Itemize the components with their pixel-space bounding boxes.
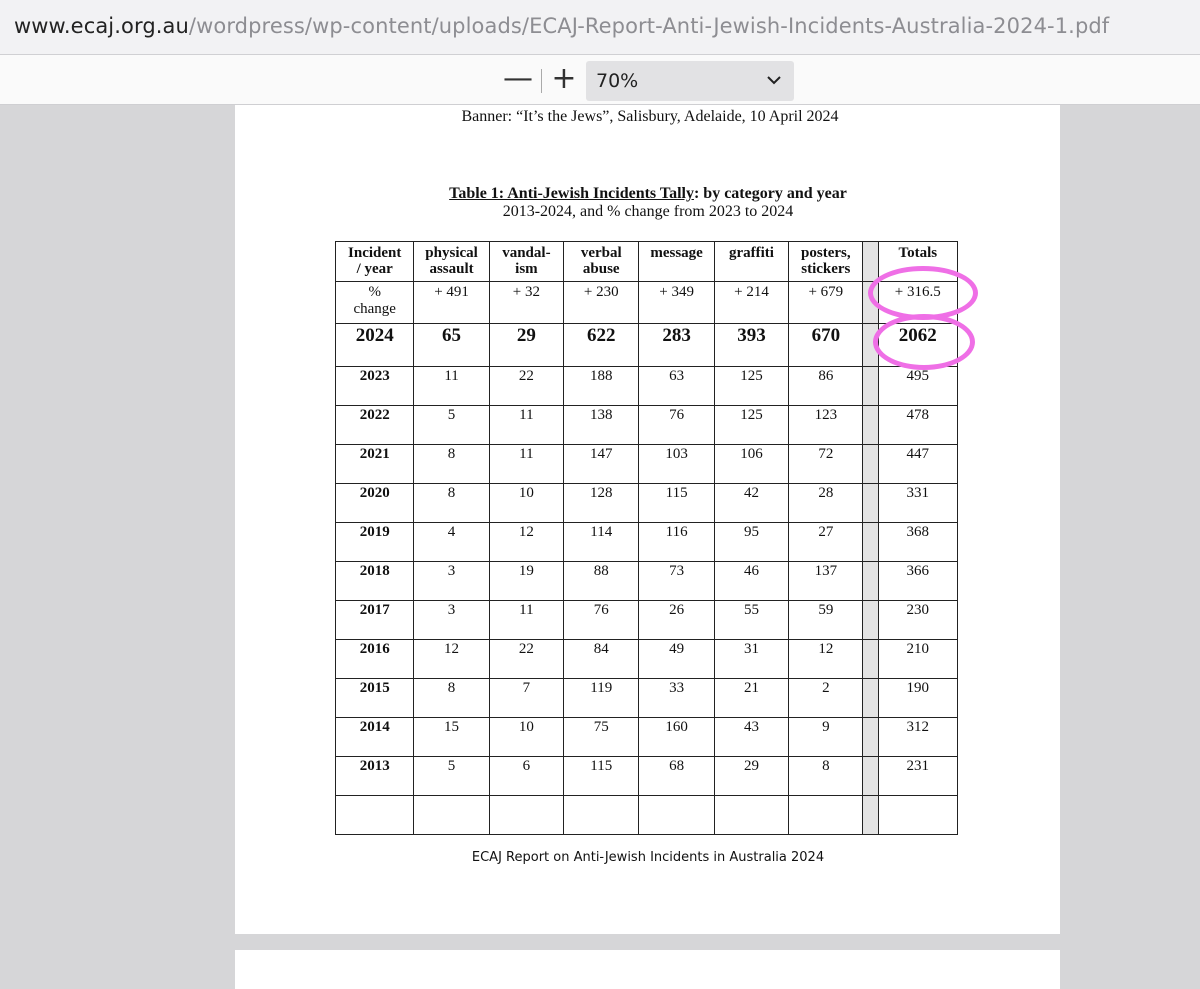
table-cell: 670 (789, 324, 863, 367)
gap-cell (863, 282, 878, 324)
zoom-out-button[interactable]: — (503, 61, 533, 96)
table-cell: 4 (414, 523, 489, 562)
gap-cell (863, 640, 878, 679)
table-cell: 115 (639, 484, 714, 523)
table-cell: 137 (789, 562, 863, 601)
table-cell: 103 (639, 445, 714, 484)
table-cell: 5 (414, 757, 489, 796)
total-2024-cell: 2062 (878, 324, 957, 367)
table-cell: 123 (789, 406, 863, 445)
table-cell: 210 (878, 640, 957, 679)
table-cell: 283 (639, 324, 714, 367)
url-host: www.ecaj.org.au (14, 14, 189, 38)
table-cell: 368 (878, 523, 957, 562)
table-cell: 11 (414, 367, 489, 406)
table-cell: 65 (414, 324, 489, 367)
table-cell: 2013 (336, 757, 414, 796)
table-cell: 12 (414, 640, 489, 679)
table-title: Table 1: Anti-Jewish Incidents Tally (449, 185, 694, 202)
table-cell (714, 796, 788, 835)
table-cell: 73 (639, 562, 714, 601)
url-text[interactable] (14, 14, 1109, 38)
table-cell: 128 (564, 484, 639, 523)
table-cell: 59 (789, 601, 863, 640)
table-cell: 15 (414, 718, 489, 757)
table-cell: 312 (878, 718, 957, 757)
table-cell: 2023 (336, 367, 414, 406)
table-cell: 3 (414, 562, 489, 601)
table-cell: 76 (639, 406, 714, 445)
chevron-down-icon (766, 73, 782, 87)
table-cell: 393 (714, 324, 788, 367)
table-cell: 46 (714, 562, 788, 601)
table-cell: 119 (564, 679, 639, 718)
header-row (336, 242, 958, 282)
table-cell: 2 (789, 679, 863, 718)
header-message: message (639, 242, 714, 282)
table-cell: 138 (564, 406, 639, 445)
table-cell: 478 (878, 406, 957, 445)
table-cell: 2019 (336, 523, 414, 562)
table-cell: 231 (878, 757, 957, 796)
table-cell: 75 (564, 718, 639, 757)
header-vandalism: vandal- ism (489, 242, 563, 282)
table-cell: 366 (878, 562, 957, 601)
table-cell: 88 (564, 562, 639, 601)
table-cell: 8 (414, 445, 489, 484)
table-cell: + 32 (489, 282, 563, 324)
table-cell: 115 (564, 757, 639, 796)
table-title-rest: : by category and year (693, 185, 847, 202)
pct-label: % change (336, 282, 414, 324)
header-physical-assault: physical assault (414, 242, 489, 282)
table-cell: 26 (639, 601, 714, 640)
table-cell: + 349 (639, 282, 714, 324)
table-cell: + 214 (714, 282, 788, 324)
gap-cell (863, 484, 878, 523)
table-cell: 5 (414, 406, 489, 445)
table-cell: 116 (639, 523, 714, 562)
table-cell: 28 (789, 484, 863, 523)
table-cell: 188 (564, 367, 639, 406)
table-cell: 331 (878, 484, 957, 523)
table-cell: 6 (489, 757, 563, 796)
table-cell: 19 (489, 562, 563, 601)
table-cell: 2020 (336, 484, 414, 523)
table-row (336, 796, 958, 835)
gap-cell (863, 679, 878, 718)
table-row (336, 679, 958, 718)
table-cell: 27 (789, 523, 863, 562)
table-cell: 63 (639, 367, 714, 406)
url-path: /wordpress/wp-content/uploads/ECAJ-Report-Anti-Jewish-Incidents-Australia-2024-1.pdf (188, 14, 1110, 38)
gap-cell (863, 523, 878, 562)
table-cell: 2017 (336, 601, 414, 640)
table-cell: 2021 (336, 445, 414, 484)
table-cell: 42 (714, 484, 788, 523)
table-cell: 8 (414, 679, 489, 718)
table-cell: 2014 (336, 718, 414, 757)
table-cell: 31 (714, 640, 788, 679)
table-cell (564, 796, 639, 835)
incidents-table (335, 241, 958, 835)
table-cell: 622 (564, 324, 639, 367)
table-cell: 21 (714, 679, 788, 718)
table-cell: 68 (639, 757, 714, 796)
table-cell: 84 (564, 640, 639, 679)
table-row (336, 324, 958, 367)
table-row (336, 718, 958, 757)
gap-cell (863, 445, 878, 484)
table-cell: 8 (414, 484, 489, 523)
table-cell: 12 (789, 640, 863, 679)
table-cell: 12 (489, 523, 563, 562)
table-cell (639, 796, 714, 835)
address-bar[interactable] (0, 0, 1200, 55)
table-cell: 55 (714, 601, 788, 640)
table-cell (789, 796, 863, 835)
table-cell: + 491 (414, 282, 489, 324)
page-footer: ECAJ Report on Anti-Jewish Incidents in Australia 2024 (471, 850, 825, 865)
zoom-level-select[interactable] (586, 61, 794, 101)
table-cell: 2015 (336, 679, 414, 718)
table-row (336, 601, 958, 640)
pdf-toolbar (0, 55, 1200, 105)
header-incident: Incident / year (336, 242, 414, 282)
table-row (336, 523, 958, 562)
zoom-in-button[interactable]: + (551, 61, 577, 96)
table-cell: 2024 (336, 324, 414, 367)
table-cell: 49 (639, 640, 714, 679)
table-cell: + 679 (789, 282, 863, 324)
toolbar-divider (541, 69, 542, 93)
table-cell: 22 (489, 367, 563, 406)
table-cell: 190 (878, 679, 957, 718)
gap-cell (863, 367, 878, 406)
gap-cell (863, 757, 878, 796)
table-cell: 11 (489, 445, 563, 484)
table-cell: 2016 (336, 640, 414, 679)
table-cell: 160 (639, 718, 714, 757)
table-cell: 3 (414, 601, 489, 640)
table-cell: 11 (489, 601, 563, 640)
table-cell: 95 (714, 523, 788, 562)
table-row (336, 640, 958, 679)
table-cell: 125 (714, 406, 788, 445)
table-cell: 9 (789, 718, 863, 757)
pct-change-row (336, 282, 958, 324)
table-cell: 10 (489, 718, 563, 757)
table-row (336, 484, 958, 523)
table-cell: 2018 (336, 562, 414, 601)
table-cell: 106 (714, 445, 788, 484)
header-posters: posters, stickers (789, 242, 863, 282)
gap-cell (863, 601, 878, 640)
table-cell: 10 (489, 484, 563, 523)
table-cell (878, 796, 957, 835)
gap-cell (863, 324, 878, 367)
table-cell: 147 (564, 445, 639, 484)
table-cell: 230 (878, 601, 957, 640)
table-cell: 86 (789, 367, 863, 406)
table-cell (414, 796, 489, 835)
table-cell (336, 796, 414, 835)
table-cell: 72 (789, 445, 863, 484)
table-cell: 2022 (336, 406, 414, 445)
gap-cell (863, 562, 878, 601)
header-graffiti: graffiti (714, 242, 788, 282)
zoom-level-value: 70% (596, 70, 639, 92)
table-cell: 8 (789, 757, 863, 796)
table-subtitle: 2013-2024, and % change from 2023 to 2024 (502, 203, 794, 220)
table-cell: 125 (714, 367, 788, 406)
table-cell: 33 (639, 679, 714, 718)
table-row (336, 445, 958, 484)
pct-total-cell: + 316.5 (878, 282, 957, 324)
table-row (336, 757, 958, 796)
gap-cell (863, 406, 878, 445)
gap-cell (863, 718, 878, 757)
table-caption (0, 185, 1200, 221)
table-cell: 7 (489, 679, 563, 718)
table-cell: 447 (878, 445, 957, 484)
table-cell: 114 (564, 523, 639, 562)
table-cell: 29 (714, 757, 788, 796)
table-cell: 43 (714, 718, 788, 757)
table-cell: 11 (489, 406, 563, 445)
gap-cell (863, 242, 878, 282)
table-cell: 76 (564, 601, 639, 640)
table-cell: 495 (878, 367, 957, 406)
table-cell: 22 (489, 640, 563, 679)
table-cell (489, 796, 563, 835)
table-row (336, 367, 958, 406)
gap-cell (863, 796, 878, 835)
pdf-next-page (235, 950, 1060, 989)
table-cell: 29 (489, 324, 563, 367)
photo-caption: Banner: “It’s the Jews”, Salisbury, Adelaide, 10 April 2024 (461, 108, 839, 125)
table-row (336, 562, 958, 601)
header-totals: Totals (878, 242, 957, 282)
table-row (336, 406, 958, 445)
header-verbal-abuse: verbal abuse (564, 242, 639, 282)
table-cell: + 230 (564, 282, 639, 324)
